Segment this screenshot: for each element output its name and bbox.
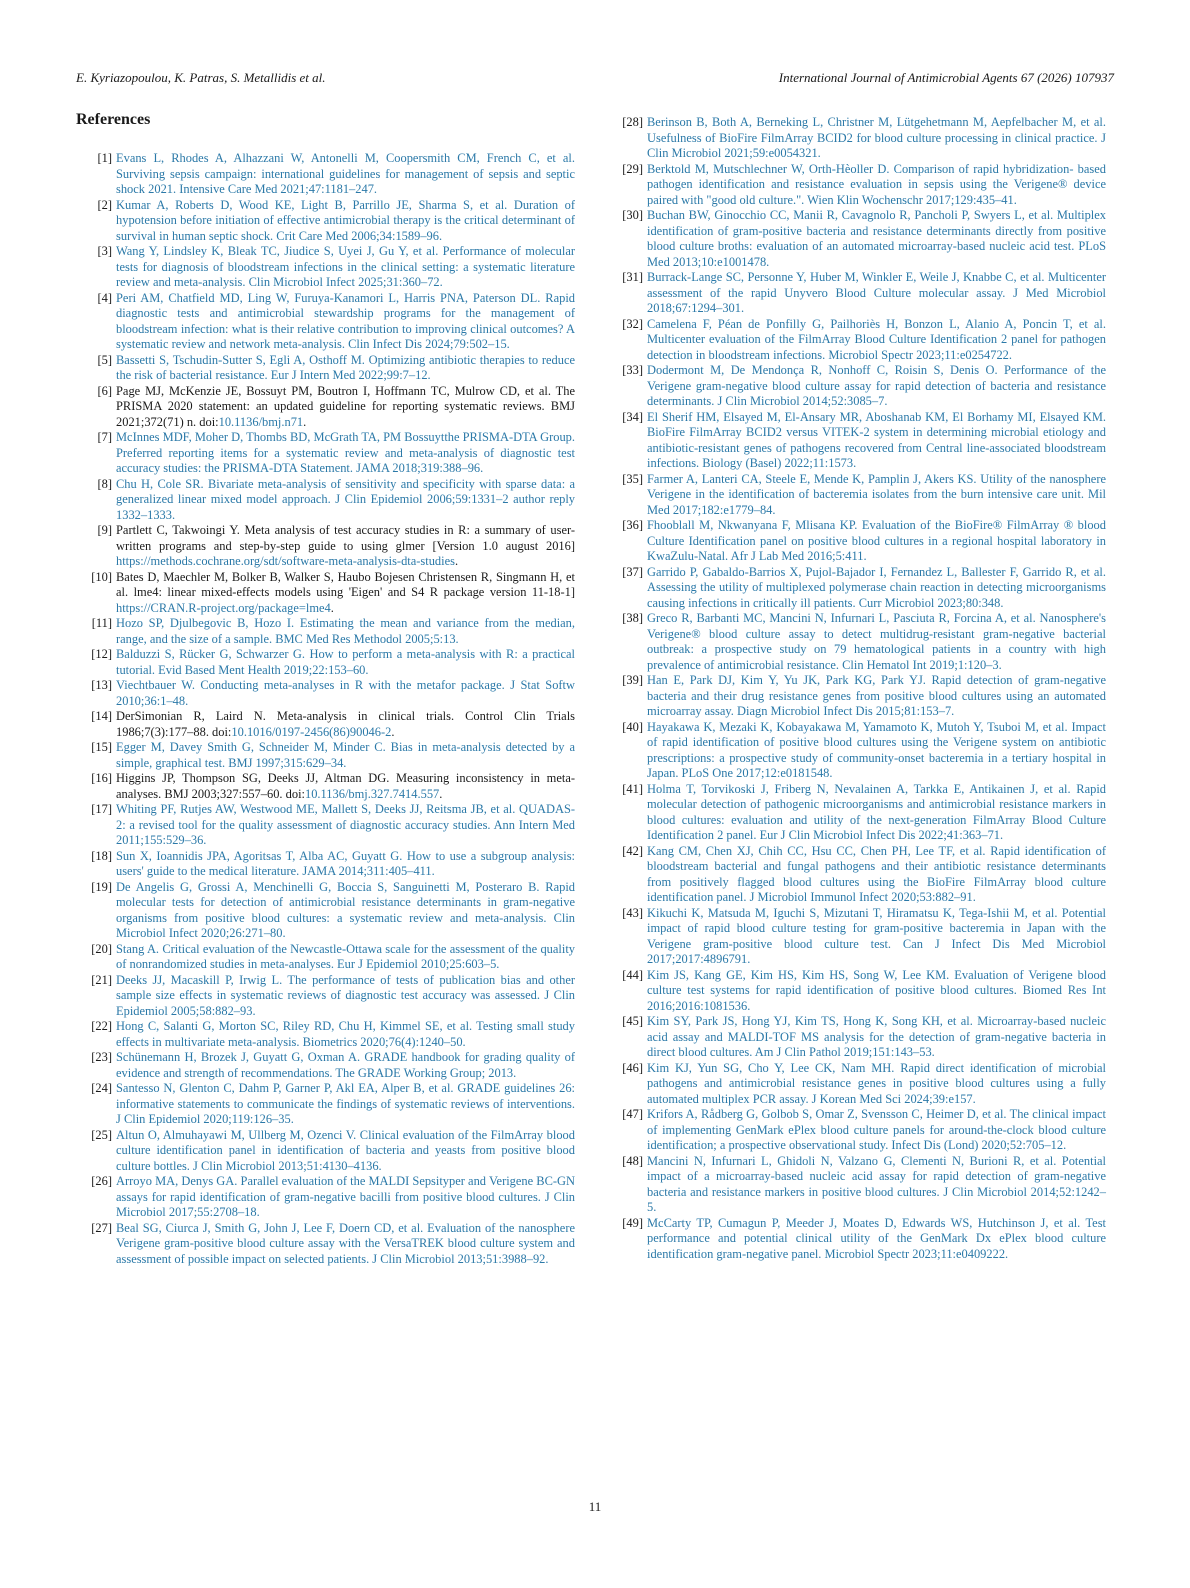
reference-link-text[interactable]: McCarty TP, Cumagun P, Meeder J, Moates D, Edwards WS, Hutchinson J, et al. Test performance and potential clinical utility of the GenMark Dx ePlex blood culture identification gram-negative panel. Microbiol Spectr 2023;11:e0409222.: [647, 1215, 1106, 1261]
reference-link-text[interactable]: Hayakawa K, Mezaki K, Kobayakawa M, Yamamoto K, Mutoh Y, Tsuboi M, et al. Impact of rapid identification of positive blood cultures using the Verigene system on antibiotic prescriptions: a prospective study of community-onset bacteremia in a tertiary hospital in Japan. PLoS One 2017;12:e0181548.: [647, 719, 1106, 780]
reference-link-text[interactable]: Evans L, Rhodes A, Alhazzani W, Antonelli M, Coopersmith CM, French C, et al. Surviving sepsis campaign: international guidelines for management of sepsis and septic shock 2021. Intensive Care Med 2021;47:1181–247.: [116, 151, 575, 196]
reference-item[interactable]: [611, 115, 1106, 162]
header-authors: E. Kyriazopoulou, K. Patras, S. Metallidis et al.: [76, 70, 326, 85]
references-column-left: [80, 151, 575, 1267]
reference-citation: Higgins JP, Thompson SG, Deeks JJ, Altman DG. Measuring inconsistency in meta-analyses. BMJ 2003;327:557–60. doi:: [116, 771, 575, 801]
reference-number: [15]: [91, 740, 112, 754]
reference-item[interactable]: [80, 942, 575, 973]
reference-number: [25]: [91, 1127, 112, 1142]
reference-item[interactable]: [80, 151, 575, 198]
reference-item[interactable]: [80, 384, 575, 431]
reference-number: [20]: [91, 941, 112, 956]
reference-link-text[interactable]: Beal SG, Ciurca J, Smith G, John J, Lee F, Doern CD, et al. Evaluation of the nanosphere Verigene gram-positive blood culture assay with the VersaTREK blood culture system and assessment of possible impact on selected patients. J Clin Microbiol 2013;51:3988–92.: [116, 1220, 575, 1266]
reference-number: [38]: [622, 611, 643, 625]
reference-number: [1]: [97, 151, 112, 165]
reference-citation: Page MJ, McKenzie JE, Bossuyt PM, Boutron I, Hoffmann TC, Mulrow CD, et al. The PRISMA 2020 statement: an updated guideline for reporting systematic reviews. BMJ 2021;372(71) n. doi:: [116, 383, 575, 429]
reference-text[interactable]: [116, 771, 575, 802]
reference-link-text[interactable]: Holma T, Torvikoski J, Friberg N, Nevalainen A, Tarkka E, Antikainen J, et al. Rapid molecular detection of pathogenic microorganisms and antimicrobial resistance markers in blood cultures: evaluation and utility of the next-generation FilmArray Blood Culture Identification 2 panel. Eur J Clin Microbiol Infect Dis 2022;41:363–71.: [647, 781, 1106, 842]
reference-number: [30]: [622, 208, 643, 222]
reference-number: [12]: [91, 647, 112, 661]
reference-item[interactable]: [611, 317, 1106, 364]
reference-item[interactable]: [80, 647, 575, 678]
reference-link-text[interactable]: Garrido P, Gabaldo-Barrios X, Pujol-Bajador I, Fernandez L, Ballester F, Garrido R, et al. Assessing the utility of multiplexed polymerase chain reaction in detecting microorganisms causing infections in critically ill patients. Curr Microbiol 2023;80:348.: [647, 564, 1106, 610]
reference-link-text[interactable]: De Angelis G, Grossi A, Menchinelli G, Boccia S, Sanguinetti M, Posteraro B. Rapid molecular tests for detection of antimicrobial resistance determinants in gram-negative organisms from positive blood cultures: a systematic review and meta-analysis. Clin Microbiol Infect 2020;26:271–80.: [116, 879, 575, 940]
reference-number: [3]: [97, 244, 112, 258]
reference-item[interactable]: [611, 270, 1106, 317]
reference-number: [27]: [91, 1220, 112, 1235]
reference-item[interactable]: [611, 1014, 1106, 1061]
reference-link-text[interactable]: Chu H, Cole SR. Bivariate meta-analysis of sensitivity and specificity with sparse data: a generalized linear mixed model approach. J Clin Epidemiol 2006;59:1331–2 author reply 1332–1333.: [116, 476, 575, 522]
reference-number: [16]: [91, 771, 112, 785]
reference-number: [13]: [91, 678, 112, 692]
reference-link-text[interactable]: Berinson B, Both A, Berneking L, Christner M, Lütgehetmann M, Aepfelbacher M, et al. Usefulness of BioFire FilmArray BCID2 for blood culture processing in clinical practice. J Clin Microbiol 2021;59:e0054321.: [647, 115, 1106, 160]
reference-number: [46]: [622, 1060, 643, 1075]
reference-number: [10]: [91, 569, 112, 584]
reference-link-text[interactable]: Arroyo MA, Denys GA. Parallel evaluation of the MALDI Sepsityper and Verigene BC-GN assays for rapid identification of gram-negative bacilli from positive blood cultures. J Clin Microbiol 2017;55:2708–18.: [116, 1174, 575, 1219]
reference-item[interactable]: [80, 477, 575, 524]
reference-item[interactable]: [611, 844, 1106, 906]
reference-item[interactable]: [80, 802, 575, 849]
reference-number: [19]: [91, 879, 112, 894]
reference-link-text[interactable]: Dodermont M, De Mendonça R, Nonhoff C, Roisin S, Denis O. Performance of the Verigene gram-negative blood culture assay for rapid detection of bacteria and resistance determinants. J Clin Microbiol 2014;52:3085–7.: [647, 363, 1106, 408]
reference-number: [36]: [622, 518, 643, 532]
reference-item[interactable]: [611, 472, 1106, 519]
reference-item[interactable]: [611, 363, 1106, 410]
reference-number: [39]: [622, 673, 643, 687]
reference-item[interactable]: [611, 968, 1106, 1015]
reference-item[interactable]: [80, 709, 575, 740]
reference-link-text[interactable]: Santesso N, Glenton C, Dahm P, Garner P, Akl EA, Alper B, et al. GRADE guidelines 26: informative statements to communicate the findings of systematic reviews of interventions. J Clin Epidemiol 2020;119:126–35.: [116, 1081, 575, 1126]
references-column-right: [611, 115, 1106, 1262]
reference-link-text[interactable]: Kang CM, Chen XJ, Chih CC, Hsu CC, Chen PH, Lee TF, et al. Rapid identification of bloodstream bacterial and fungal pathogens and their antibiotic resistance determinants from positively flagged blood cultures using the BioFire FilmArray blood culture identification panel. J Microbiol Immunol Infect 2020;53:882–91.: [647, 843, 1106, 904]
page-number: 11: [588, 1499, 602, 1514]
reference-item[interactable]: [80, 291, 575, 353]
reference-item[interactable]: [80, 570, 575, 617]
reference-tail: .: [330, 600, 334, 615]
reference-link-text[interactable]: Greco R, Barbanti MC, Mancini N, Infurnari L, Pasciuta R, Forcina A, et al. Nanosphere's Verigene® blood culture assay to detect multidrug-resistant gram-negative bacterial outbreak: a prospective study on 79 hematological patients in a country with high prevalence of antimicrobial resistance. Clin Hematol Int 2019;1:120–3.: [647, 611, 1106, 672]
reference-number: [41]: [622, 781, 643, 796]
reference-link-text[interactable]: Kim SY, Park JS, Hong YJ, Kim TS, Hong K, Song KH, et al. Microarray-based nucleic acid assay and MALDI-TOF MS analysis for the detection of gram-negative bacteria in direct blood cultures. Am J Clin Pathol 2019;151:143–53.: [647, 1014, 1106, 1059]
reference-item[interactable]: [611, 720, 1106, 782]
reference-item[interactable]: [611, 1061, 1106, 1108]
reference-item[interactable]: [80, 771, 575, 802]
reference-link-text[interactable]: Berktold M, Mutschlechner W, Orth-Hѐoller D. Comparison of rapid hybridization- based pathogen identification and resistance evaluation in sepsis using the Verigene® device paired with "good old culture.". Wien Klin Wochenschr 2017;129:435–41.: [647, 161, 1106, 207]
reference-link-text[interactable]: Hozo SP, Djulbegovic B, Hozo I. Estimating the mean and variance from the median, range, and the size of a sample. BMC Med Res Methodol 2005;5:13.: [116, 616, 575, 646]
reference-tail: .: [391, 724, 395, 739]
reference-number: [28]: [622, 115, 643, 129]
reference-item[interactable]: [80, 1128, 575, 1175]
reference-item[interactable]: [80, 1174, 575, 1221]
reference-number: [24]: [91, 1081, 112, 1095]
reference-number: [34]: [622, 409, 643, 424]
reference-number: [26]: [91, 1174, 112, 1188]
reference-number: [22]: [91, 1019, 112, 1033]
reference-number: [37]: [622, 564, 643, 579]
reference-link-text[interactable]: Kumar A, Roberts D, Wood KE, Light B, Parrillo JE, Sharma S, et al. Duration of hypotension before initiation of effective antimicrobial therapy is the critical determinant of survival in human septic shock. Crit Care Med 2006;34:1589–96.: [116, 197, 575, 243]
reference-doi-link[interactable]: 10.1136/bmj.n71: [218, 414, 304, 429]
reference-item[interactable]: [611, 1154, 1106, 1216]
reference-text[interactable]: [116, 523, 575, 570]
reference-number: [8]: [97, 476, 112, 491]
reference-tail: .: [439, 786, 443, 801]
reference-number: [33]: [622, 363, 643, 377]
reference-number: [29]: [622, 161, 643, 176]
reference-number: [14]: [91, 709, 112, 723]
reference-number: [44]: [622, 967, 643, 982]
reference-number: [49]: [622, 1215, 643, 1230]
reference-item[interactable]: [80, 1221, 575, 1268]
reference-item[interactable]: [611, 162, 1106, 209]
reference-number: [9]: [97, 523, 112, 537]
reference-citation: Partlett C, Takwoingi Y. Meta analysis of test accuracy studies in R: a summary of user-written programs and step-by-step guide to using glmer [Version 1.0 august 2016]: [116, 523, 575, 553]
reference-link-text[interactable]: Altun O, Almuhayawi M, Ullberg M, Ozenci V. Clinical evaluation of the FilmArray blood culture identification panel in identification of bacteria and yeasts from positive blood culture bottles. J Clin Microbiol 2013;51:4130–4136.: [116, 1127, 575, 1173]
reference-item[interactable]: [611, 782, 1106, 844]
reference-item[interactable]: [80, 353, 575, 384]
reference-link-text[interactable]: Kim JS, Kang GE, Kim HS, Kim HS, Song W, Lee KM. Evaluation of Verigene blood culture test systems for rapid identification of positive blood cultures. Biomed Res Int 2016;2016:1081536.: [647, 967, 1106, 1013]
reference-item[interactable]: [80, 678, 575, 709]
reference-number: [23]: [91, 1050, 112, 1064]
reference-number: [18]: [91, 848, 112, 863]
reference-number: [45]: [622, 1014, 643, 1028]
reference-number: [48]: [622, 1153, 643, 1168]
reference-tail: .: [454, 554, 459, 568]
reference-link-text[interactable]: Bassetti S, Tschudin-Sutter S, Egli A, Osthoff M. Optimizing antibiotic therapies to reduce the risk of bacterial resistance. Eur J Intern Med 2022;99:7–12.: [116, 352, 575, 382]
reference-doi-link[interactable]: https://methods.cochrane.org/sdt/software-meta-analysis-dta-studies: [116, 554, 455, 568]
reference-item[interactable]: [80, 740, 575, 771]
reference-item[interactable]: [80, 973, 575, 1020]
reference-item[interactable]: [80, 1050, 575, 1081]
reference-item[interactable]: [80, 616, 575, 647]
reference-item[interactable]: [80, 849, 575, 880]
reference-item[interactable]: [611, 565, 1106, 612]
reference-number: [17]: [91, 802, 112, 816]
reference-number: [6]: [97, 383, 112, 398]
reference-link-text[interactable]: Wang Y, Lindsley K, Bleak TC, Jiudice S, Uyei J, Gu Y, et al. Performance of molecular tests for diagnosis of bloodstream infections in the clinical setting: a systematic literature review and meta-analysis. Clin Microbiol Infect 2025;31:360–72.: [116, 244, 575, 289]
reference-number: [47]: [622, 1107, 643, 1121]
reference-number: [35]: [622, 471, 643, 486]
reference-link-text[interactable]: Farmer A, Lanteri CA, Steele E, Mende K, Pamplin J, Akers KS. Utility of the nanosphere Verigene in the identification of bacteremia isolates from the burn intensive care unit. Mil Med 2017;182:e1779–84.: [647, 471, 1106, 517]
reference-link-text[interactable]: Egger M, Davey Smith G, Schneider M, Minder C. Bias in meta-analysis detected by a simple, graphical test. BMJ 1997;315:629–34.: [116, 740, 575, 770]
reference-link-text[interactable]: Whiting PF, Rutjes AW, Westwood ME, Mallett S, Deeks JJ, Reitsma JB, et al. QUADAS-2: a revised tool for the quality assessment of diagnostic accuracy studies. Ann Intern Med 2011;155:529–36.: [116, 802, 575, 847]
reference-item[interactable]: [80, 198, 575, 245]
reference-item[interactable]: [80, 523, 575, 570]
reference-link-text[interactable]: Han E, Park DJ, Kim Y, Yu JK, Park KG, Park YJ. Rapid detection of gram-negative bacteria and their drug resistance genes from positive blood cultures using an automated microarray assay. Diagn Microbiol Infect Dis 2015;81:153–7.: [647, 673, 1106, 718]
reference-link-text[interactable]: Schünemann H, Brozek J, Guyatt G, Oxman A. GRADE handbook for grading quality of evidence and strength of recommendations. The GRADE Working Group; 2013.: [116, 1050, 575, 1080]
reference-item[interactable]: [611, 518, 1106, 565]
reference-number: [31]: [622, 270, 643, 284]
reference-item[interactable]: [611, 208, 1106, 270]
header-journal: International Journal of Antimicrobial Agents 67 (2026) 107937: [778, 70, 1114, 85]
reference-link-text[interactable]: Balduzzi S, Rücker G, Schwarzer G. How to perform a meta-analysis with R: a practical tutorial. Evid Based Ment Health 2019;22:153–60.: [116, 647, 575, 677]
reference-item[interactable]: [611, 1216, 1106, 1263]
reference-item[interactable]: [611, 1107, 1106, 1154]
reference-number: [11]: [91, 616, 112, 630]
reference-link-text[interactable]: Kim KJ, Yun SG, Cho Y, Lee CK, Nam MH. Rapid direct identification of microbial pathogens and antimicrobial resistance genes in positive blood cultures using a fully automated multiplex PCR assay. J Korean Med Sci 2024;39:e157.: [647, 1060, 1106, 1106]
reference-citation: Bates D, Maechler M, Bolker B, Walker S, Haubo Bojesen Christensen R, Singmann H, et al. lme4: linear mixed-effects models using 'Eigen' and S4 R package version 11-18-1]: [116, 569, 575, 599]
reference-link-text[interactable]: Burrack-Lange SC, Personne Y, Huber M, Winkler E, Weile J, Knabbe C, et al. Multicenter assessment of the rapid Unyvero Blood Culture molecular assay. J Med Microbiol 2018;67:1294–301.: [647, 270, 1106, 315]
reference-doi-link[interactable]: https://CRAN.R-project.org/package=lme4: [116, 600, 331, 615]
running-header: [76, 70, 1114, 90]
reference-item[interactable]: [611, 673, 1106, 720]
reference-item[interactable]: [80, 880, 575, 942]
reference-tail: .: [303, 414, 307, 429]
reference-link-text[interactable]: El Sherif HM, Elsayed M, El-Ansary MR, Aboshanab KM, El Borhamy MI, Elsayed KM. BioFire FilmArray BCID2 versus VITEK-2 system in determining microbial etiology and antibiotic-resistant genes of pathogens recovered from Central line-associated bloodstream infections. Biology (Basel) 2022;11:1573.: [647, 409, 1106, 470]
reference-item[interactable]: [611, 611, 1106, 673]
reference-number: [5]: [97, 352, 112, 367]
reference-link-text[interactable]: Kikuchi K, Matsuda M, Iguchi S, Mizutani T, Hiramatsu K, Tega-Ishii M, et al. Potential impact of rapid blood culture testing for gram-positive bacteremia in Japan with the Verigene gram-positive blood culture test. Can J Infect Dis Med Microbiol 2017;2017:4896791.: [647, 905, 1106, 966]
reference-link-text[interactable]: McInnes MDF, Moher D, Thombs BD, McGrath TA, PM Bossuytthe PRISMA-DTA Group. Preferred reporting items for a systematic review and meta-analysis of diagnostic test accuracy studies: the PRISMA-DTA Statement. JAMA 2018;319:388–96.: [116, 430, 575, 475]
reference-number: [2]: [97, 197, 112, 212]
reference-number: [7]: [97, 430, 112, 444]
reference-text[interactable]: [116, 709, 575, 740]
reference-link-text[interactable]: Krifors A, Rådberg G, Golbob S, Omar Z, Svensson C, Heimer D, et al. The clinical impact of implementing GenMark ePlex blood culture panels for around-the-clock blood culture identification; a prospective observational study. Infect Dis (Lond) 2020;52:705–12.: [647, 1107, 1106, 1152]
reference-number: [21]: [91, 972, 112, 987]
reference-link-text[interactable]: Stang A. Critical evaluation of the Newcastle-Ottawa scale for the assessment of the quality of nonrandomized studies in meta-analyses. Eur J Epidemiol 2010;25:603–5.: [116, 941, 575, 971]
reference-item[interactable]: [611, 906, 1106, 968]
reference-text[interactable]: [116, 570, 575, 617]
reference-number: [40]: [622, 719, 643, 734]
reference-link-text[interactable]: Camelena F, Péan de Ponfilly G, Pailhoriès H, Bonzon L, Alanio A, Poncin T, et al. Multicenter evaluation of the FilmArray Blood Culture Identification 2 panel for pathogen detection in bloodstream infections. Microbiol Spectr 2023;11:e0254722.: [647, 316, 1106, 362]
reference-link-text[interactable]: Peri AM, Chatfield MD, Ling W, Furuya-Kanamori L, Harris PNA, Paterson DL. Rapid diagnostic tests and antimicrobial stewardship programs for the management of bloodstream infection: what is their relative contribution to improving clinical outcomes? A systematic review and network meta-analysis. Clin Infect Dis 2024;79:502–15.: [116, 290, 575, 351]
section-title: References: [76, 111, 151, 128]
reference-link-text[interactable]: Mancini N, Infurnari L, Ghidoli N, Valzano G, Clementi N, Burioni R, et al. Potential impact of a microarray-based nucleic acid assay for rapid detection of gram-negative bacteria and resistance markers in positive blood cultures. J Clin Microbiol 2014;52:1242–5.: [647, 1153, 1106, 1214]
reference-link-text[interactable]: Buchan BW, Ginocchio CC, Manii R, Cavagnolo R, Pancholi P, Swyers L, et al. Multiplex identification of gram-positive bacteria and resistance determinants directly from positive blood culture broths: evaluation of an automated microarray-based nucleic acid test. PLoS Med 2013;10:e1001478.: [647, 208, 1106, 269]
reference-number: [42]: [622, 843, 643, 858]
reference-link-text[interactable]: Fhooblall M, Nkwanyana F, Mlisana KP. Evaluation of the BioFire® FilmArray ® blood Culture Identification panel on positive blood cultures in a regional hospital laboratory in KwaZulu-Natal. Afr J Lab Med 2016;5:411.: [647, 518, 1106, 563]
reference-text[interactable]: [116, 384, 575, 431]
reference-item[interactable]: [80, 244, 575, 291]
reference-number: [43]: [622, 905, 643, 920]
reference-item[interactable]: [80, 430, 575, 477]
reference-citation: DerSimonian R, Laird N. Meta-analysis in clinical trials. Control Clin Trials 1986;7(3):177–88. doi:: [116, 709, 575, 739]
reference-item[interactable]: [80, 1019, 575, 1050]
reference-link-text[interactable]: Sun X, Ioannidis JPA, Agoritsas T, Alba AC, Guyatt G. How to use a subgroup analysis: users' guide to the medical literature. JAMA 2014;311:405–411.: [116, 848, 575, 878]
reference-link-text[interactable]: Hong C, Salanti G, Morton SC, Riley RD, Chu H, Kimmel SE, et al. Testing small study effects in multivariate meta-analysis. Biometrics 2020;76(4):1240–50.: [116, 1019, 575, 1049]
reference-item[interactable]: [80, 1081, 575, 1128]
reference-link-text[interactable]: Deeks JJ, Macaskill P, Irwig L. The performance of tests of publication bias and other sample size effects in systematic reviews of diagnostic test accuracy was assessed. J Clin Epidemiol 2005;58:882–93.: [116, 972, 575, 1018]
reference-item[interactable]: [611, 410, 1106, 472]
reference-doi-link[interactable]: 10.1016/0197-2456(86)90046-2: [231, 724, 392, 739]
reference-number: [4]: [97, 290, 112, 305]
reference-doi-link[interactable]: 10.1136/bmj.327.7414.557: [304, 786, 440, 801]
reference-number: [32]: [622, 316, 643, 331]
reference-link-text[interactable]: Viechtbauer W. Conducting meta-analyses in R with the metafor package. J Stat Softw 2010;36:1–48.: [116, 678, 575, 708]
